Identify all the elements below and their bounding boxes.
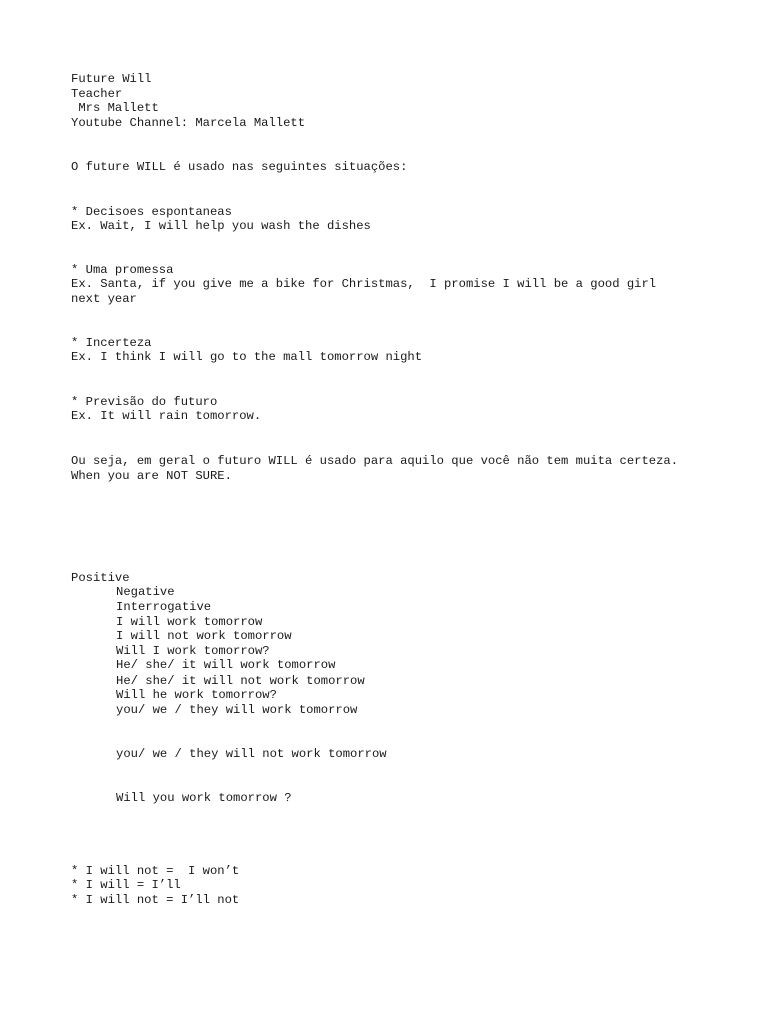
summary-text: When you are NOT SURE.	[71, 469, 232, 483]
situation-example: Ex. Wait, I will help you wash the dishes	[71, 219, 371, 233]
situation-heading: * Uma promessa	[71, 263, 174, 277]
situation-example: Ex. It will rain tomorrow.	[71, 409, 262, 423]
situation-example: Ex. I think I will go to the mall tomorrow night	[71, 350, 423, 364]
situation-heading: * Previsão do futuro	[71, 395, 218, 409]
table-cell: Will I work tomorrow?	[116, 644, 270, 658]
youtube-channel: Youtube Channel: Marcela Mallett	[71, 116, 306, 130]
table-cell: He/ she/ it will not work tomorrow	[116, 674, 365, 688]
table-cell: I will work tomorrow	[116, 615, 263, 629]
situation-example: Ex. Santa, if you give me a bike for Christmas, I promise I will be a good girl	[71, 277, 657, 291]
summary-text: Ou seja, em geral o futuro WILL é usado para aquilo que você não tem muita certeza.	[71, 454, 679, 468]
document-title: Future Will	[71, 72, 152, 86]
table-cell: He/ she/ it will work tomorrow	[116, 658, 336, 672]
column-header-negative: Negative	[116, 585, 175, 599]
table-cell: you/ we / they will work tomorrow	[116, 703, 358, 717]
column-header-interrogative: Interrogative	[116, 600, 212, 614]
table-cell: you/ we / they will not work tomorrow	[116, 747, 387, 761]
teacher-label: Teacher	[71, 87, 123, 101]
contraction-item: * I will not = I won’t	[71, 864, 240, 878]
contraction-item: * I will not = I’ll not	[71, 893, 240, 907]
situation-example-continued: next year	[71, 292, 137, 306]
table-cell: Will he work tomorrow?	[116, 688, 277, 702]
teacher-name: Mrs Mallett	[71, 101, 159, 115]
contraction-item: * I will = I’ll	[71, 878, 181, 892]
intro-text: O future WILL é usado nas seguintes situações:	[71, 160, 408, 174]
situation-heading: * Decisoes espontaneas	[71, 205, 232, 219]
table-cell: I will not work tomorrow	[116, 629, 292, 643]
situation-heading: * Incerteza	[71, 336, 152, 350]
column-header-positive: Positive	[71, 571, 130, 585]
table-cell: Will you work tomorrow ?	[116, 791, 292, 805]
